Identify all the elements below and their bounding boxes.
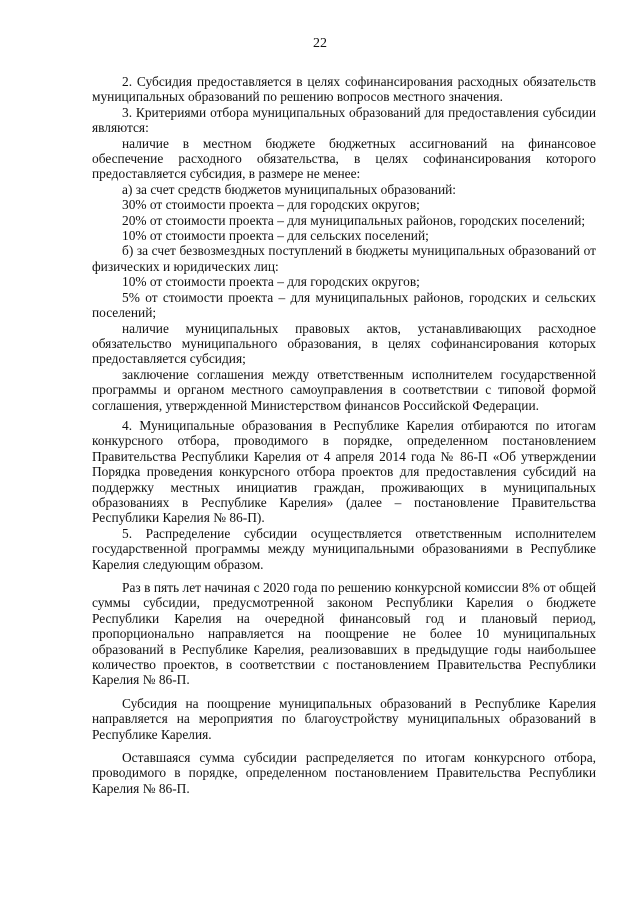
paragraph-2-subsidy-purpose: 2. Субсидия предоставляется в целях софинансирования расходных обязательств муниципальных образований по решению вопросов местного значения. — [92, 74, 596, 105]
document-body — [92, 74, 596, 796]
paragraph-4-competitive-selection: 4. Муниципальные образования в Республике Карелия отбираются по итогам конкурсного отбора, проводимого в порядке, определенном постановлением Правительства Республики Карелия от 4 апреля 2014 года № 86-П «Об утверждении Порядка проведения конкурсного отбора проектов для предоставления субсидий на поддержку местных инициатив граждан, проживающих в муниципальных образованиях в Республике Карелия» (далее – постановление Правительства Республики Карелия № 86-П). — [92, 417, 596, 526]
criterion-a-urban-districts: 30% от стоимости проекта – для городских округов; — [122, 197, 420, 213]
criterion-b-donations: б) за счет безвозмездных поступлений в бюджеты муниципальных образований от физических и юридических лиц: — [92, 243, 596, 274]
paragraph-5-distribution: 5. Распределение субсидии осуществляется ответственным исполнителем государственной программы между муниципальными образованиями в Республике Карелия следующим образом. — [92, 525, 596, 572]
criterion-a-municipal-districts: 20% от стоимости проекта – для муниципальных районов, городских поселений; — [122, 212, 586, 228]
criterion-b-urban-districts: 10% от стоимости проекта – для городских округов; — [122, 274, 420, 290]
page-number: 22 — [313, 36, 327, 51]
criterion-agreement: заключение соглашения между ответственным исполнителем государственной программы и органом местного самоуправления в соответствии с типовой формой соглашения, утвержденной Министерством финансов Российской Федерации. — [92, 366, 596, 413]
criterion-budget-allocations: наличие в местном бюджете бюджетных ассигнований на финансовое обеспечение расходного обязательства, в целях софинансирования которого предоставляется субсидия, в размере не менее: — [92, 135, 596, 182]
paragraph-3-selection-criteria: 3. Критериями отбора муниципальных образований для предоставления субсидии являются: — [92, 104, 596, 136]
paragraph-remaining-subsidy: Оставшаяся сумма субсидии распределяется по итогам конкурсного отбора, проводимого в порядке, определенном постановлением Правительства Республики Карелия № 86-П. — [92, 750, 596, 796]
criterion-a-municipal-funds: а) за счет средств бюджетов муниципальных образований: — [122, 181, 456, 197]
criterion-legal-acts: наличие муниципальных правовых актов, устанавливающих расходное обязательство муниципального образования, в целях софинансирования которых предоставляется субсидия; — [92, 320, 596, 367]
paragraph-incentive-use: Субсидия на поощрение муниципальных образований в Республике Карелия направляется на мероприятия по благоустройству муниципальных образований в Республике Карелия. — [92, 695, 596, 742]
criterion-b-districts-settlements: 5% от стоимости проекта – для муниципальных районов, городских и сельских поселений; — [92, 289, 596, 321]
criterion-a-rural-settlements: 10% от стоимости проекта – для сельских поселений; — [122, 228, 429, 244]
paragraph-incentive-share: Раз в пять лет начиная с 2020 года по решению конкурсной комиссии 8% от общей суммы субсидии, предусмотренной законом Республики Карелия о бюджете Республики Карелия на очередной финансовый год и плановый период, пропорционально направляется на поощрение не более 10 муниципальных образований в Республике Карелия, реализовавших в предыдущие годы наибольшее количество проектов, в соответствии с постановлением Правительства Республики Карелия № 86-П. — [92, 580, 596, 688]
